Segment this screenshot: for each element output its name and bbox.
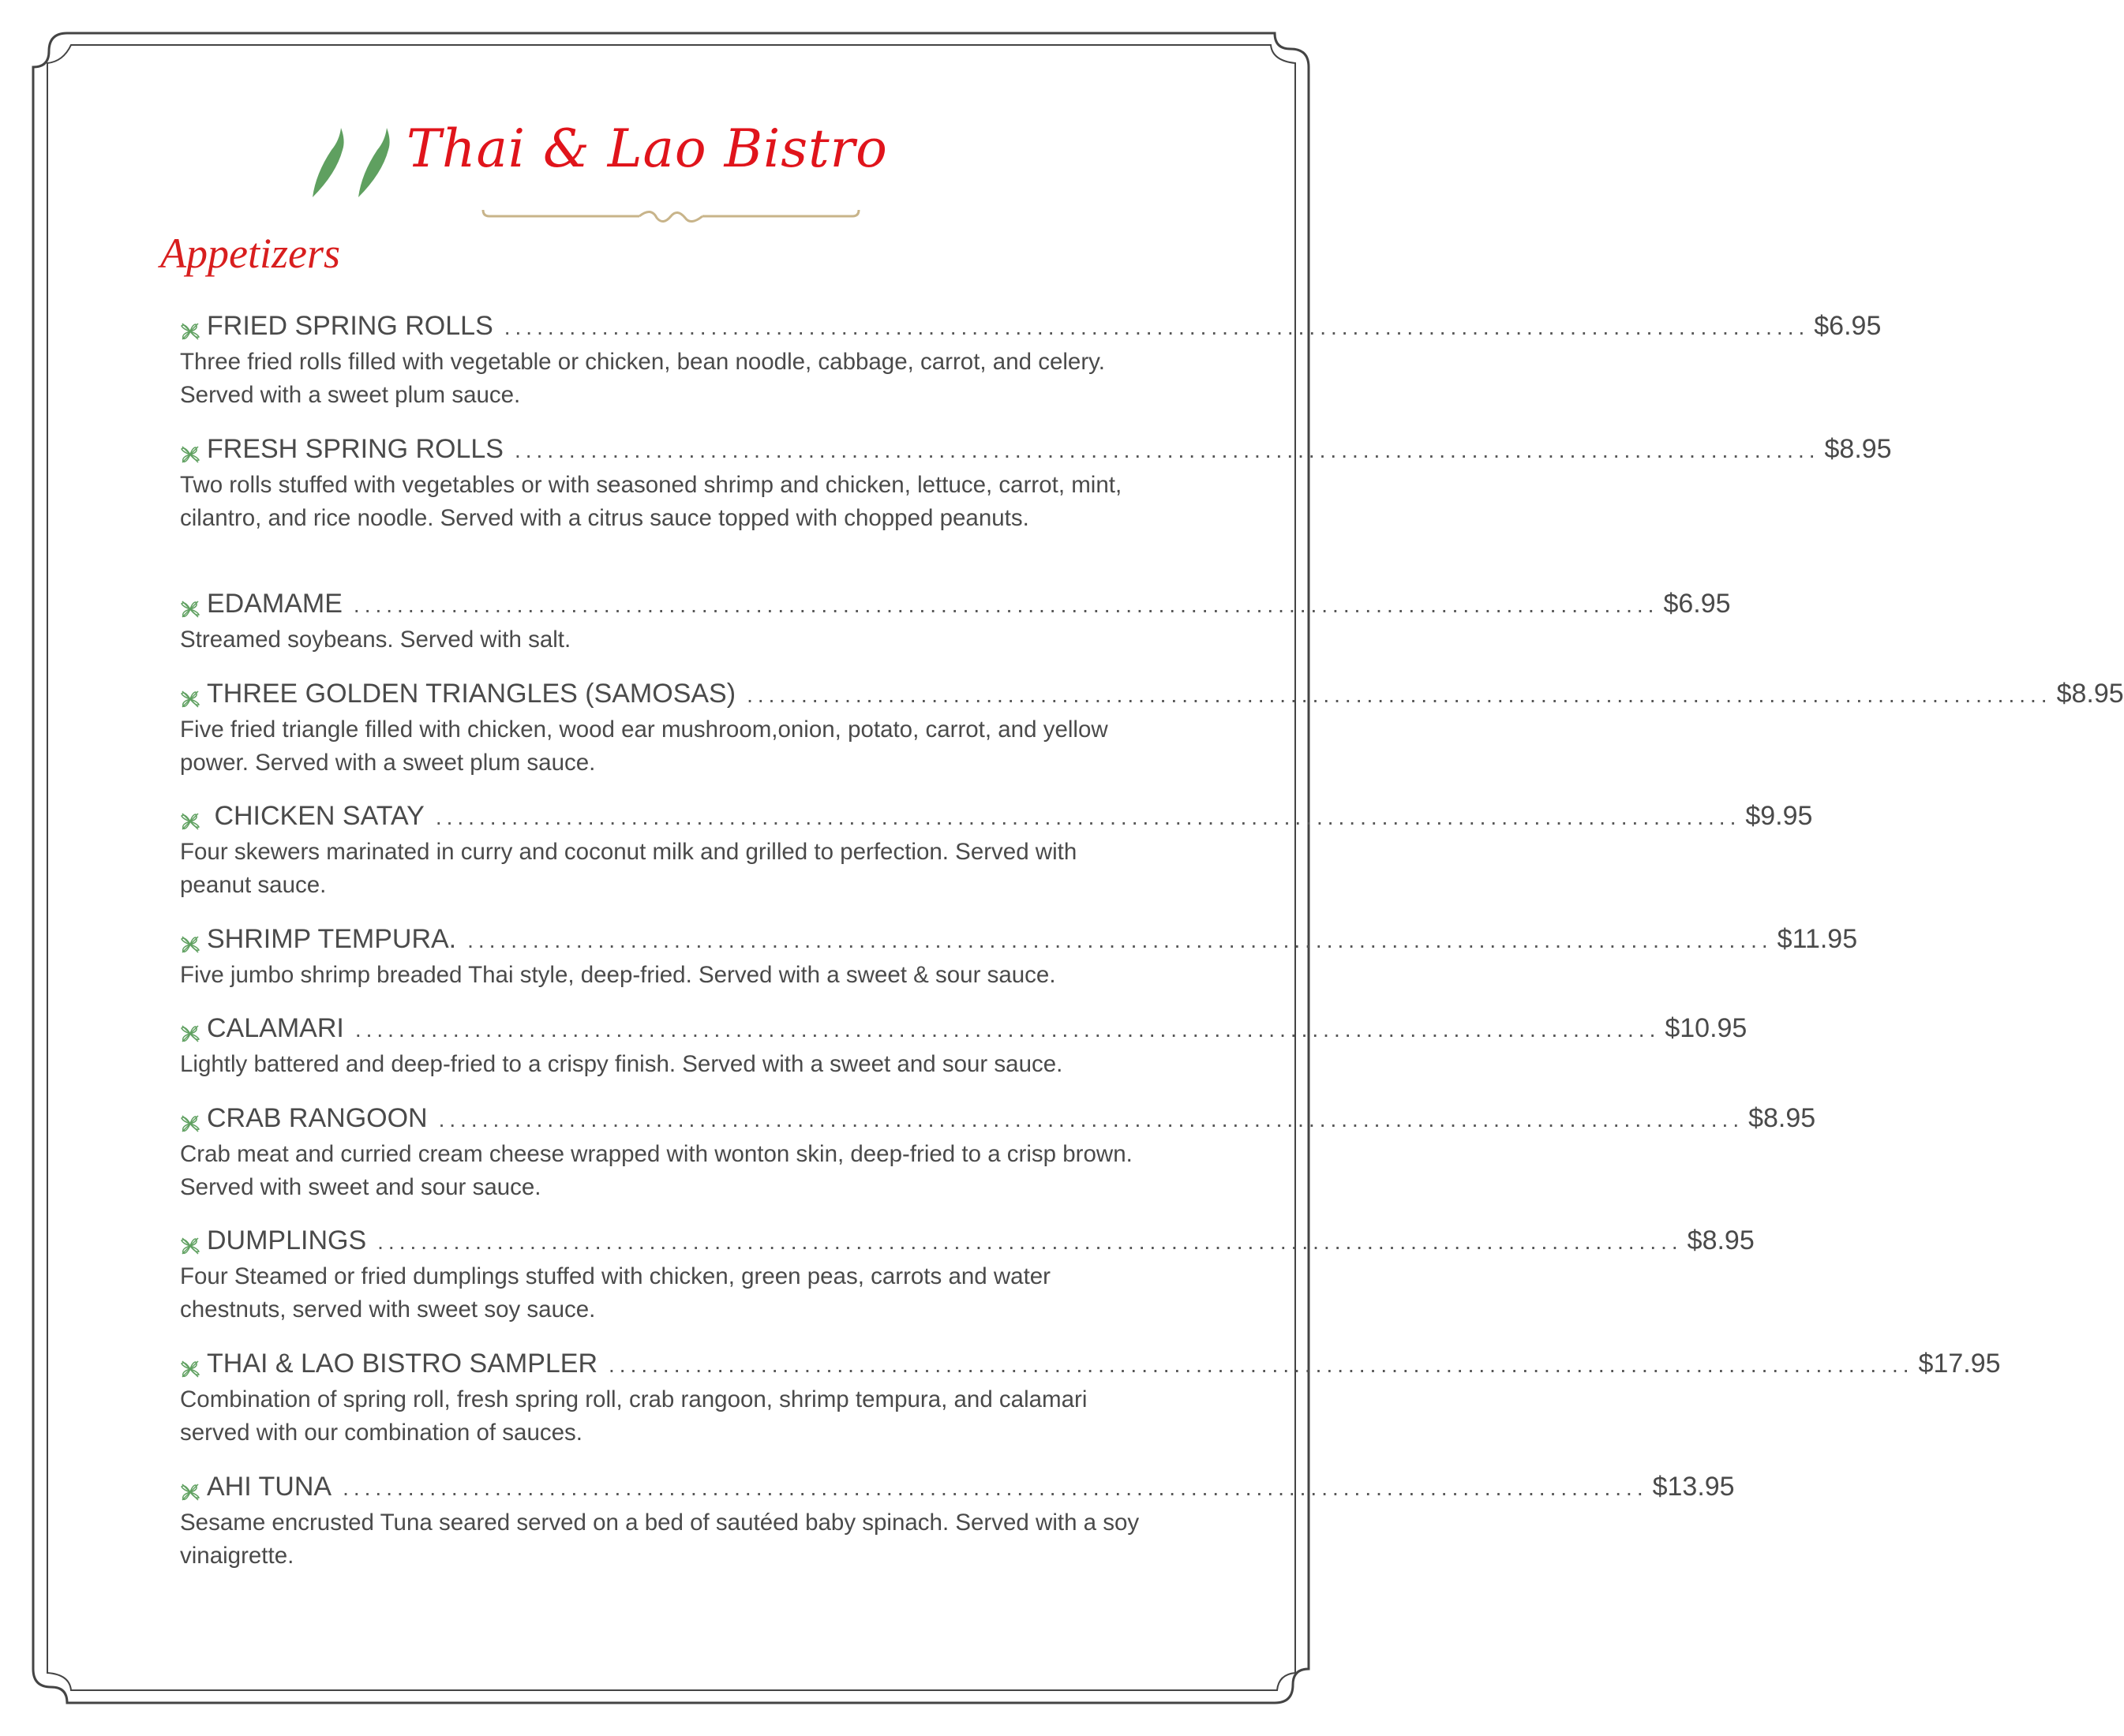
menu-item-header	[180, 1472, 1735, 1506]
item-name: AHI TUNA	[207, 1472, 332, 1502]
item-price: $11.95	[1777, 924, 1858, 954]
leaf-bullet-icon	[180, 318, 200, 339]
item-description: Five jumbo shrimp breaded Thai style, deep-fried. Served with a sweet & sour sauce.	[180, 962, 1056, 988]
item-name: SHRIMP TEMPURA.	[207, 924, 457, 954]
item-name: FRIED SPRING ROLLS	[207, 311, 493, 341]
menu-item	[180, 924, 1858, 992]
item-description: Streamed soybeans. Served with salt.	[180, 627, 571, 653]
menu-item-header	[180, 801, 1813, 836]
flourish-divider	[481, 207, 860, 230]
dot-leader: ........................................................................................................................	[353, 593, 1659, 617]
item-price: $8.95	[1824, 434, 1892, 464]
dot-leader: ........................................................................................................................	[747, 683, 2052, 707]
item-name: FRESH SPRING ROLLS	[207, 434, 504, 464]
item-price: $8.95	[2056, 679, 2124, 709]
dot-leader: ........................................................................................................................	[504, 315, 1810, 339]
item-description: Three fried rolls filled with vegetable or chicken, bean noodle, cabbage, carrot, and celery. Served with a sweet plum sauce.	[180, 349, 1105, 408]
item-description: Five fried triangle filled with chicken, wood ear mushroom,onion, potato, carrot, and yellow power. Served with a sweet plum sauce.	[180, 716, 1108, 776]
dot-leader: ........................................................................................................................	[609, 1353, 1914, 1377]
menu-item	[180, 1472, 1735, 1573]
menu-item	[180, 1013, 1748, 1081]
item-name: CRAB RANGOON	[207, 1103, 428, 1133]
menu-item-header	[180, 1225, 1755, 1260]
menu-item-header	[180, 1349, 2001, 1383]
menu-item	[180, 311, 1882, 412]
menu-item-header	[180, 589, 1731, 623]
item-price: $8.95	[1748, 1103, 1816, 1133]
item-description: Sesame encrusted Tuna seared served on a bed of sautéed baby spinach. Served with a soy vinaigrette.	[180, 1510, 1140, 1569]
item-name: EDAMAME	[207, 589, 343, 619]
menu-item-header	[180, 434, 1892, 469]
menu-item-header	[180, 924, 1858, 959]
item-price: $17.95	[1918, 1349, 2001, 1379]
leaf-bullet-icon	[180, 931, 200, 952]
leaf-bullet-icon	[180, 808, 200, 829]
menu-item-header	[180, 1013, 1748, 1048]
menu-item	[180, 589, 1731, 657]
dot-leader: ........................................................................................................................	[435, 805, 1741, 829]
menu-item-header	[180, 1103, 1816, 1138]
dot-leader: ........................................................................................................................	[514, 438, 1820, 462]
menu-item-header	[180, 679, 2124, 713]
menu-item-header	[180, 311, 1882, 346]
item-name: DUMPLINGS	[207, 1225, 367, 1255]
item-name: CHICKEN SATAY	[207, 801, 425, 831]
menu-item	[180, 679, 2124, 780]
dot-leader: ........................................................................................................................	[354, 1017, 1661, 1042]
dot-leader: ........................................................................................................................	[438, 1107, 1744, 1132]
restaurant-title: Thai & Lao Bistro	[406, 118, 888, 179]
menu-item	[180, 434, 1892, 535]
leaf-bullet-icon	[180, 1020, 200, 1041]
item-price: $6.95	[1814, 311, 1882, 341]
leaf-bullet-icon	[180, 1110, 200, 1131]
item-description: Four skewers marinated in curry and coconut milk and grilled to perfection. Served with peanut sauce.	[180, 839, 1077, 898]
leaf-bullet-icon	[180, 1356, 200, 1376]
menu-item	[180, 1103, 1816, 1204]
chili-peppers-icon	[308, 126, 403, 205]
item-price: $10.95	[1665, 1013, 1748, 1043]
menu-item	[180, 1349, 2001, 1450]
item-name: THREE GOLDEN TRIANGLES (SAMOSAS)	[207, 679, 736, 709]
item-name: CALAMARI	[207, 1013, 344, 1043]
item-price: $8.95	[1687, 1225, 1755, 1255]
item-description: Combination of spring roll, fresh spring roll, crab rangoon, shrimp tempura, and calamari served with our combination of sauces.	[180, 1386, 1088, 1446]
dot-leader: ........................................................................................................................	[467, 928, 1773, 952]
item-name: THAI & LAO BISTRO SAMPLER	[207, 1349, 598, 1379]
item-description: Lightly battered and deep-fried to a crispy finish. Served with a sweet and sour sauce.	[180, 1051, 1063, 1077]
leaf-bullet-icon	[180, 686, 200, 706]
item-price: $9.95	[1745, 801, 1813, 831]
item-description: Two rolls stuffed with vegetables or with seasoned shrimp and chicken, lettuce, carrot, mint, cilantro, and rice noodle. Served with a citrus sauce topped with chopped peanuts.	[180, 472, 1122, 531]
item-description: Four Steamed or fried dumplings stuffed with chicken, green peas, carrots and water chestnuts, served with sweet soy sauce.	[180, 1263, 1051, 1323]
leaf-bullet-icon	[180, 1233, 200, 1253]
item-price: $6.95	[1663, 589, 1731, 619]
item-description: Crab meat and curried cream cheese wrapped with wonton skin, deep-fried to a crisp brown. Served with sweet and sour sauce.	[180, 1141, 1133, 1200]
dot-leader: ........................................................................................................................	[377, 1229, 1683, 1254]
leaf-bullet-icon	[180, 1479, 200, 1499]
item-price: $13.95	[1652, 1472, 1735, 1502]
menu-item	[180, 1225, 1755, 1326]
leaf-bullet-icon	[180, 596, 200, 616]
dot-leader: ........................................................................................................................	[343, 1476, 1648, 1500]
section-title-appetizers: Appetizers	[160, 230, 340, 277]
menu-item	[180, 801, 1813, 902]
leaf-bullet-icon	[180, 441, 200, 462]
